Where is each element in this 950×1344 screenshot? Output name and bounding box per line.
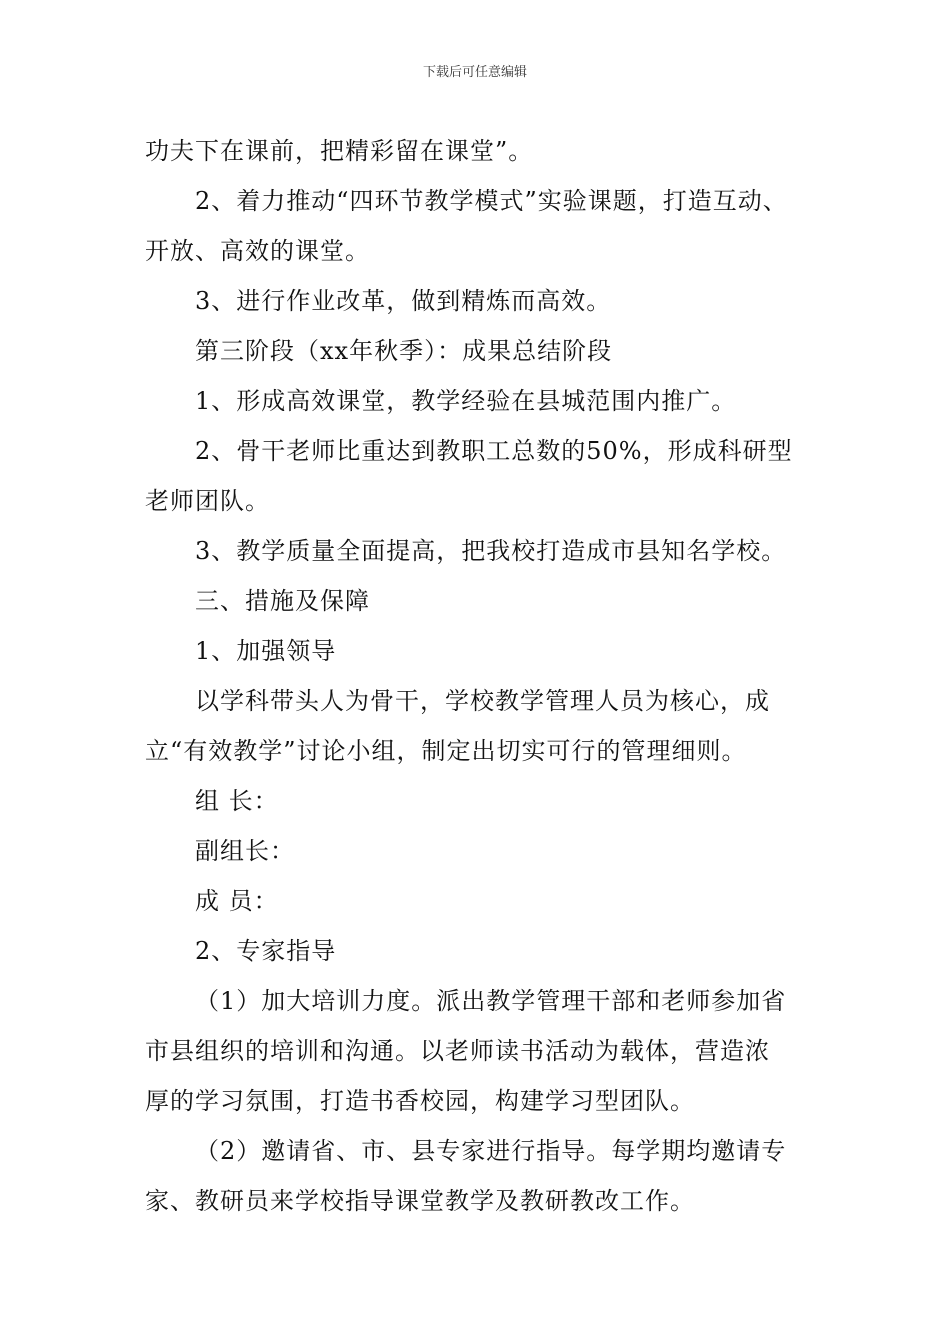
- section-heading: 第三阶段（xx年秋季）：成果总结阶段: [195, 337, 613, 365]
- text-line: 3、进行作业改革，做到精炼而高效。: [195, 287, 612, 315]
- text-line: 开放、高效的课堂。: [145, 237, 370, 265]
- text-line: 老师团队。: [145, 487, 270, 515]
- text-line: 3、教学质量全面提高，把我校打造成市县知名学校。: [195, 537, 787, 565]
- text-line: （2）邀请省、市、县专家进行指导。每学期均邀请专: [195, 1137, 787, 1165]
- team-deputy-field: 副组长：: [195, 837, 295, 865]
- team-leader-field: 组 长：: [195, 787, 279, 815]
- text-line: 1、形成高效课堂，教学经验在县城范围内推广。: [195, 387, 737, 415]
- subsection-heading: 1、加强领导: [195, 637, 337, 665]
- team-members-field: 成 员：: [195, 887, 279, 915]
- text-line: 立“有效教学”讨论小组，制定出切实可行的管理细则。: [145, 737, 747, 765]
- text-line: （1）加大培训力度。派出教学管理干部和老师参加省: [195, 987, 787, 1015]
- page-header: 下载后可任意编辑: [422, 65, 527, 80]
- text-line: 2、着力推动“四环节教学模式”实验课题，打造互动、: [195, 187, 788, 215]
- text-line: 以学科带头人为骨干，学校教学管理人员为核心，成: [195, 687, 770, 715]
- text-line: 厚的学习氛围，打造书香校园，构建学习型团队。: [145, 1087, 695, 1115]
- text-line: 2、骨干老师比重达到教职工总数的50%，形成科研型: [195, 437, 793, 465]
- text-line: 市县组织的培训和沟通。以老师读书活动为载体，营造浓: [145, 1037, 770, 1065]
- text-line: 家、教研员来学校指导课堂教学及教研教改工作。: [145, 1187, 695, 1215]
- subsection-heading: 2、专家指导: [195, 937, 337, 965]
- document-body: [145, 126, 815, 1226]
- text-line: 功夫下在课前，把精彩留在课堂”。: [145, 137, 534, 165]
- section-heading: 三、措施及保障: [195, 587, 370, 615]
